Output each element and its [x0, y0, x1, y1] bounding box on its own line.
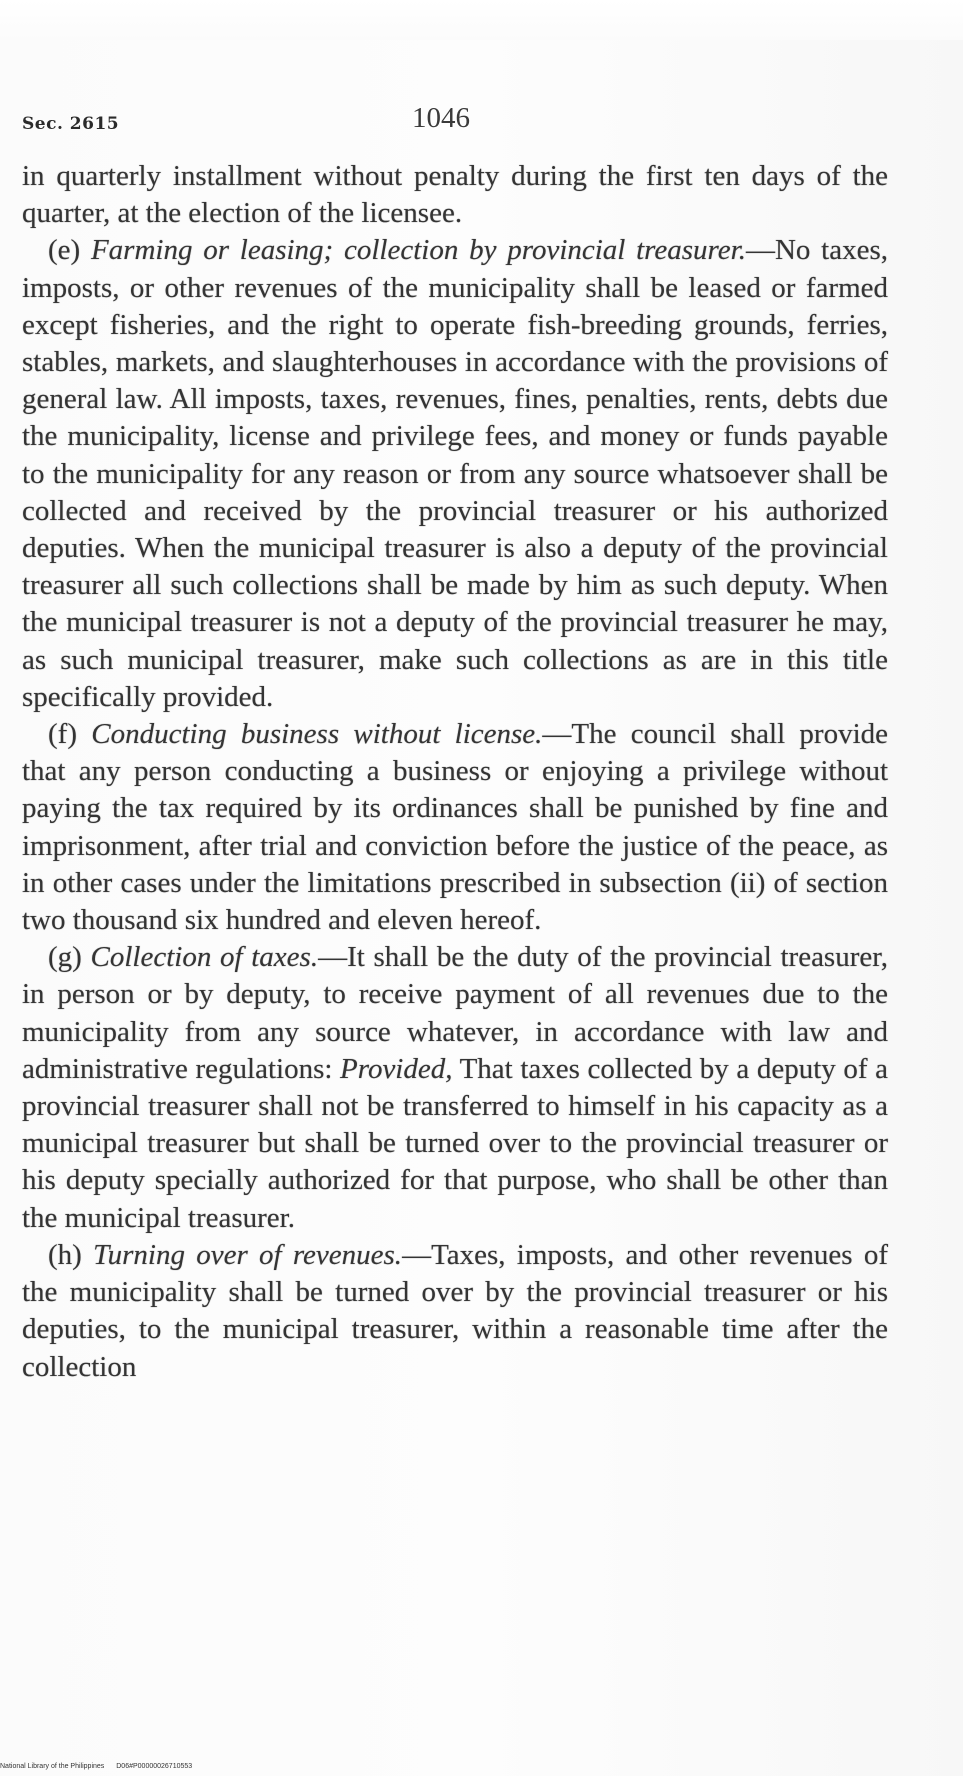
proviso-emphasis: Provided,	[340, 1052, 453, 1085]
subsection-heading: Collection of taxes.	[90, 941, 319, 974]
section-label: Sec. 2615	[22, 114, 120, 134]
subsection-heading: Turning over of revenues.	[93, 1238, 403, 1271]
subsection-heading: Farming or leasing; collection by provincial treasurer.	[90, 234, 746, 267]
paragraph-h	[22, 1237, 888, 1386]
scan-footer	[0, 1763, 202, 1770]
paragraph-text: —Taxes, imposts, and other revenues of the municipality shall be turned over by the provincial treasurer or his deputies, to the municipal treasurer, within a reasonable time after the collection	[22, 1238, 888, 1383]
page-number: 1046	[412, 102, 470, 134]
footer-id: D06#P00000026710553	[116, 1763, 193, 1770]
subsection-marker: (e)	[48, 234, 81, 267]
paragraph-text: in quarterly installment without penalty during the first ten days of the quarter, at the election of the licensee.	[22, 160, 888, 230]
paragraph-text-continued: That taxes collected by a deputy of a provincial treasurer shall not be transferred to himself in his capacity as a municipal treasurer but shall be turned over to the provincial treasurer or his deputy specially authorized for that purpose, who shall be other than the municipal treasurer.	[22, 1052, 888, 1234]
subsection-marker: (f)	[48, 718, 77, 751]
paragraph-text: —No taxes, imposts, or other revenues of the municipality shall be leased or farmed except fisheries, and the right to operate fish-breeding grounds, ferries, stables, markets, and slaughterhouses in accordance with the provisions of general law. All imposts, taxes, revenues, fines, penalties, rents, debts due the municipality, license and privilege fees, and money or funds payable to the municipality for any reason or from any source whatsoever shall be collected and received by the provincial treasurer or his authorized deputies. When the municipal treasurer is also a deputy of the provincial treasurer all such collections shall be made by him as such deputy. When the municipal treasurer is not a deputy of the provincial treasurer he may, as such municipal treasurer, make such collections as are in this title specifically provided.	[22, 234, 889, 713]
body-text	[22, 158, 888, 1386]
paragraph-e	[22, 232, 888, 716]
paragraph-continuation	[22, 158, 888, 232]
paragraph-f	[22, 716, 888, 939]
paragraph-g	[22, 939, 888, 1237]
paragraph-text: —It shall be the duty of the provincial treasurer, in person or by deputy, to receive payment of all revenues due to the municipality from any source whatever, in accordance with law and administrative regulations:	[22, 941, 888, 1085]
subsection-heading: Conducting business without license.	[91, 718, 543, 751]
subsection-marker: (h)	[48, 1238, 82, 1271]
footer-library: National Library of the Philippines	[0, 1763, 105, 1770]
page-top-margin	[0, 0, 963, 40]
paragraph-text: —The council shall provide that any person conducting a business or enjoying a privilege without paying the tax required by its ordinances shall be punished by fine and imprisonment, after trial and conviction before the justice of the peace, as in other cases under the limitations prescribed in subsection (ii) of section two thousand six hundred and eleven hereof.	[22, 718, 888, 937]
page-header	[22, 100, 893, 140]
subsection-marker: (g)	[48, 941, 82, 974]
